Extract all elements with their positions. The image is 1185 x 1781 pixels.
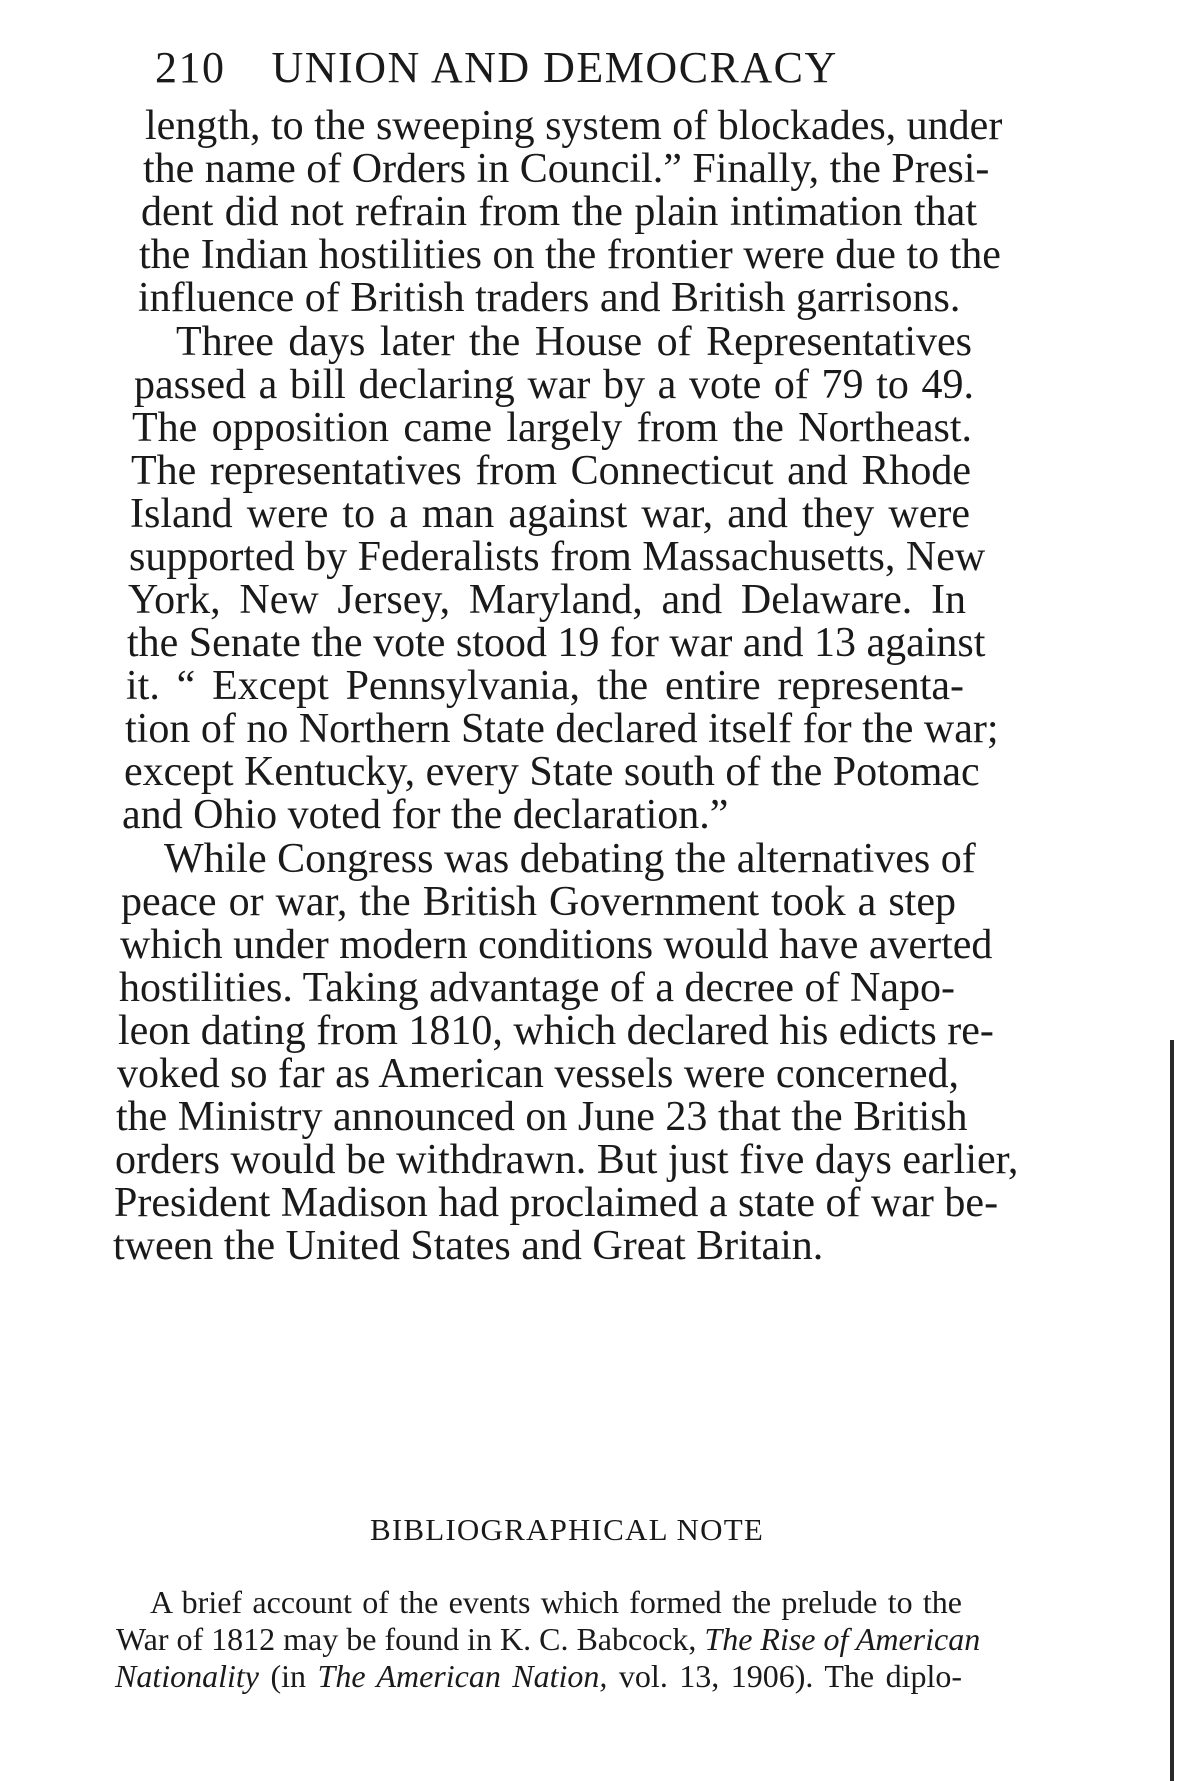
text-line: voked so far as American vessels were concerned, — [117, 1051, 959, 1097]
running-head-title: UNION AND DEMOCRACY — [271, 43, 838, 92]
text-line: the name of Orders in Council.” Finally, the Presi- — [143, 146, 990, 192]
text-line: except Kentucky, every State south of the Potomac — [124, 749, 980, 795]
text-line: leon dating from 1810, which declared his edicts re- — [118, 1008, 994, 1054]
note-text: (in — [270, 1658, 307, 1694]
section-heading: BIBLIOGRAPHICAL NOTE — [370, 1512, 764, 1547]
text-line: dent did not refrain from the plain intimation that — [141, 189, 977, 235]
page-number: 210 — [155, 43, 226, 92]
text-line: the Senate the vote stood 19 for war and 13 against — [127, 620, 986, 666]
text-line: Three days later the House of Representatives — [176, 319, 972, 365]
text-line: tween the United States and Great Britain. — [113, 1223, 824, 1269]
text-line: the Ministry announced on June 23 that the British — [116, 1094, 968, 1140]
text-line: which under modern conditions would have averted — [120, 922, 993, 968]
note-line — [115, 1656, 962, 1696]
text-line: Island were to a man against war, and they were — [130, 491, 970, 537]
text-line: York, New Jersey, Maryland, and Delaware. In — [128, 577, 966, 623]
text-line: the Indian hostilities on the frontier were due to the — [139, 232, 1001, 278]
text-line: hostilities. Taking advantage of a decree of Napo- — [119, 965, 955, 1011]
series-title-italic: The American Nation, — [317, 1658, 608, 1694]
text-line: and Ohio voted for the declaration.” — [122, 792, 729, 838]
text-line: orders would be withdrawn. But just five days earlier, — [115, 1137, 1019, 1183]
text-line: passed a bill declaring war by a vote of 79 to 49. — [134, 362, 974, 408]
text-line: While Congress was debating the alternatives of — [164, 836, 976, 882]
text-line: The representatives from Connecticut and Rhode — [131, 448, 971, 494]
note-line — [116, 1619, 981, 1659]
text-line: tion of no Northern State declared itself for the war; — [125, 706, 999, 752]
note-text: vol. 13, 1906). The diplo- — [618, 1658, 963, 1694]
running-head — [155, 38, 955, 98]
text-line: length, to the sweeping system of blockades, under — [145, 103, 1003, 149]
page-binding-edge — [1170, 1040, 1174, 1781]
text-line: influence of British traders and British garrisons. — [138, 275, 961, 321]
book-title-italic: The Rise of American — [704, 1621, 981, 1657]
note-line: A brief account of the events which formed the prelude to the — [150, 1584, 962, 1620]
text-line: supported by Federalists from Massachusetts, New — [129, 534, 986, 580]
text-line: it. “ Except Pennsylvania, the entire representa- — [126, 663, 964, 709]
text-line: peace or war, the British Government took a step — [121, 879, 956, 925]
book-title-italic: Nationality — [115, 1658, 259, 1694]
text-line: President Madison had proclaimed a state of war be- — [114, 1180, 999, 1226]
text-line: The opposition came largely from the Northeast. — [132, 405, 972, 451]
note-text: War of 1812 may be found in K. C. Babcock, — [116, 1621, 697, 1657]
